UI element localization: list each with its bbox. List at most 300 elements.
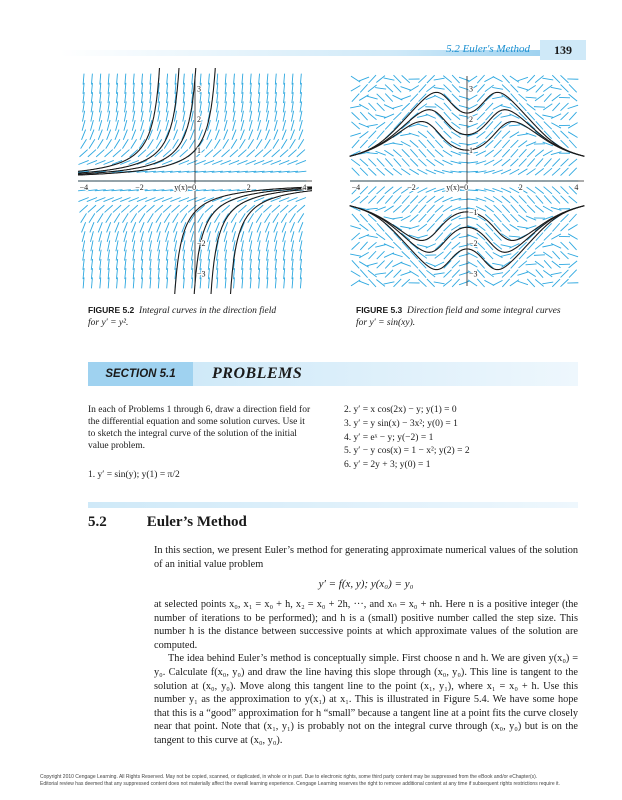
- slope-segment: [552, 103, 559, 111]
- slope-segment: [231, 213, 237, 222]
- slope-segment: [132, 231, 135, 242]
- slope-segment: [163, 205, 171, 212]
- slope-segment: [377, 223, 384, 231]
- slope-segment: [280, 205, 288, 212]
- slope-segment: [426, 196, 435, 203]
- slope-segment: [367, 124, 378, 126]
- slope-segment: [427, 75, 435, 83]
- slope-segment: [297, 205, 305, 212]
- problem-2: 2. y′ = x cos(2x) − y; y(1) = 0: [344, 405, 457, 415]
- slope-segment: [519, 205, 526, 213]
- slope-segment: [291, 240, 293, 251]
- slope-segment: [535, 205, 544, 212]
- slope-segment: [418, 75, 426, 83]
- slope-segment: [352, 112, 360, 120]
- slope-segment: [385, 85, 393, 93]
- slope-segment: [240, 130, 244, 140]
- slope-segment: [171, 205, 179, 212]
- slope-segment: [518, 215, 527, 222]
- slope-segment: [124, 240, 126, 251]
- slope-segment: [494, 131, 501, 139]
- slope-segment: [377, 168, 385, 175]
- slope-segment: [249, 120, 252, 131]
- slope-segment: [114, 139, 120, 148]
- slope-segment: [410, 242, 418, 249]
- slope-segment: [501, 106, 512, 109]
- slope-segment: [207, 130, 211, 140]
- slope-segment: [434, 282, 445, 284]
- slope-segment: [544, 233, 552, 241]
- slope-segment: [394, 158, 401, 166]
- page-number: 139: [540, 40, 586, 60]
- slope-segment: [519, 159, 527, 167]
- slope-segment: [401, 262, 411, 266]
- slope-segment: [561, 159, 569, 167]
- slope-segment: [493, 196, 502, 202]
- slope-segment: [81, 139, 87, 148]
- slope-segment: [394, 75, 402, 83]
- integral-curve: [78, 68, 196, 174]
- slope-segment: [459, 105, 470, 108]
- slope-segment: [385, 168, 393, 175]
- slope-segment: [492, 87, 503, 89]
- slope-segment: [544, 94, 551, 102]
- slope-segment: [518, 141, 527, 148]
- slope-segment: [131, 139, 137, 148]
- slope-segment: [375, 115, 386, 118]
- slope-segment: [427, 279, 435, 287]
- slope-segment: [477, 260, 484, 268]
- slope-segment: [434, 95, 444, 100]
- slope-segment: [418, 224, 427, 231]
- slope-segment: [435, 150, 443, 157]
- slope-segment: [140, 222, 144, 232]
- slope-segment: [569, 242, 576, 250]
- slope-segment: [191, 120, 194, 131]
- slope-segment: [266, 240, 268, 251]
- slope-segment: [561, 214, 569, 222]
- slope-segment: [410, 94, 418, 102]
- slope-segment: [105, 205, 113, 212]
- slope-segment: [493, 113, 502, 120]
- slope-segment: [274, 130, 278, 140]
- slope-segment: [493, 159, 502, 165]
- slope-segment: [290, 139, 296, 148]
- slope-segment: [477, 84, 484, 92]
- slope-segment: [426, 114, 436, 118]
- slope-segment: [510, 196, 518, 204]
- slope-segment: [477, 242, 485, 250]
- slope-segment: [360, 131, 369, 138]
- x-tick-neg4: −4: [351, 183, 361, 192]
- slope-segment: [368, 196, 376, 204]
- slope-segment: [501, 254, 512, 257]
- slope-segment: [265, 130, 269, 140]
- slope-segment: [360, 186, 368, 194]
- paragraph-euler-idea: The idea behind Euler’s method is conceptually simple. First choose n and h. We are given y(x₀) = y₀. Calculate f(x₀, y₀) and draw the line having this slope through (x₀, y₀). This line is tangent to the solution at (x₀, y₀). Move along this tangent line to the point (x₁, y₁), where x₁ = x₀ + h. Use this number y₁ as the approximation to y(x₁) at x₁. This is illustrated in Figure 5.4. We have some hope that this is a “good” approximation for h “small” because a tangent line at a point fits the curve closely near that point. Note that (x₁, y₁) is probably not on the integral curve through (x₀, y₀) but is on the tangent to this curve at (x₀, y₀).: [154, 653, 578, 746]
- slope-segment: [291, 231, 294, 242]
- slope-segment: [569, 168, 577, 176]
- slope-segment: [157, 130, 161, 140]
- slope-segment: [477, 112, 485, 120]
- slope-segment: [459, 124, 470, 126]
- slope-segment: [544, 122, 552, 130]
- slope-segment: [90, 231, 93, 242]
- slope-segment: [569, 140, 576, 148]
- slope-segment: [350, 133, 361, 136]
- slope-segment: [493, 104, 503, 109]
- slope-segment: [82, 120, 85, 131]
- x-tick-neg2: −2: [407, 183, 416, 192]
- slope-segment: [494, 149, 502, 156]
- slope-segment: [561, 251, 569, 259]
- slope-segment: [435, 121, 442, 129]
- slope-segment: [273, 213, 279, 222]
- slope-segment: [139, 213, 145, 222]
- slope-segment: [561, 186, 569, 194]
- slope-segment: [141, 231, 144, 242]
- slope-segment: [173, 213, 179, 222]
- slope-segment: [367, 208, 378, 209]
- slope-segment: [141, 240, 143, 251]
- slope-segment: [485, 261, 493, 268]
- slope-segment: [222, 205, 230, 212]
- slope-segment: [376, 76, 385, 83]
- slope-segment: [249, 130, 253, 140]
- slope-segment: [484, 280, 494, 285]
- slope-segment: [459, 115, 470, 117]
- slope-segment: [359, 77, 369, 81]
- slope-segment: [392, 143, 403, 145]
- slope-segment: [392, 217, 403, 219]
- slope-segment: [258, 231, 261, 242]
- slope-segment: [535, 279, 543, 286]
- slope-segment: [485, 103, 493, 111]
- slope-segment: [419, 214, 427, 222]
- x-tick-2: 2: [518, 183, 523, 192]
- slope-segment: [493, 253, 503, 258]
- slope-segment: [249, 222, 253, 232]
- slope-segment: [409, 271, 418, 277]
- slope-segment: [257, 130, 261, 140]
- slope-segment: [444, 251, 451, 259]
- slope-segment: [115, 130, 119, 140]
- slope-segment: [232, 222, 236, 232]
- slope-segment: [561, 140, 569, 148]
- slope-segment: [368, 113, 376, 120]
- slope-segment: [166, 240, 168, 251]
- slope-segment: [486, 242, 493, 250]
- problem-3: 3. y′ = y sin(x) − 3x²; y(0) = 1: [344, 418, 458, 429]
- slope-segment: [526, 226, 536, 230]
- slope-segment: [116, 240, 118, 251]
- slope-segment: [148, 213, 154, 222]
- slope-segment: [233, 111, 235, 122]
- slope-segment: [417, 235, 428, 238]
- slope-segment: [517, 272, 528, 275]
- slope-segment: [476, 161, 486, 164]
- slope-segment: [502, 205, 510, 213]
- slope-segment: [360, 140, 368, 148]
- slope-segment: [250, 240, 252, 251]
- slope-segment: [299, 130, 303, 140]
- slope-segment: [526, 97, 537, 98]
- slope-segment: [288, 205, 296, 212]
- slope-segment: [492, 263, 503, 265]
- slope-segment: [501, 245, 512, 247]
- slope-segment: [393, 150, 401, 157]
- slope-segment: [401, 96, 411, 100]
- integral-curve: [194, 188, 312, 294]
- slope-segment: [141, 120, 144, 131]
- slope-segment: [459, 77, 469, 81]
- slope-segment: [402, 279, 410, 286]
- slope-segment: [351, 76, 360, 82]
- slope-segment: [199, 130, 203, 140]
- slope-segment: [510, 224, 519, 230]
- y-tick-3: 3: [197, 84, 201, 94]
- slope-segment: [360, 224, 369, 231]
- slope-segment: [511, 270, 519, 278]
- slope-segment: [107, 222, 111, 232]
- slope-segment: [155, 205, 163, 212]
- slope-segment: [208, 240, 210, 251]
- slope-segment: [91, 240, 93, 251]
- slope-segment: [266, 120, 269, 131]
- y-tick-2: 2: [469, 115, 473, 125]
- slope-segment: [402, 75, 410, 82]
- y-tick-2: 2: [197, 115, 201, 125]
- slope-segment: [569, 196, 577, 203]
- slope-segment: [352, 242, 360, 250]
- slope-segment: [249, 231, 252, 242]
- slope-segment: [393, 242, 401, 250]
- slope-segment: [174, 111, 176, 122]
- slope-segment: [476, 198, 486, 201]
- slope-segment: [385, 260, 393, 268]
- slope-segment: [350, 254, 361, 256]
- slope-segment: [444, 121, 452, 129]
- slope-segment: [181, 213, 187, 222]
- slope-segment: [517, 134, 528, 136]
- slope-segment: [376, 233, 385, 239]
- slope-segment: [257, 222, 261, 232]
- slope-segment: [419, 205, 426, 213]
- slope-segment: [108, 240, 110, 251]
- slope-segment: [99, 120, 102, 131]
- slope-segment: [419, 84, 426, 92]
- slope-segment: [377, 196, 385, 204]
- slope-segment: [410, 205, 417, 213]
- slope-segment: [518, 169, 527, 175]
- slope-segment: [527, 187, 536, 193]
- y-tick-neg2: −2: [197, 238, 206, 248]
- slope-segment: [392, 105, 403, 108]
- slope-segment: [536, 121, 543, 129]
- slope-segment: [158, 240, 160, 251]
- slope-segment: [149, 240, 151, 251]
- slope-segment: [263, 205, 271, 212]
- slope-segment: [280, 150, 288, 157]
- slope-segment: [401, 169, 410, 175]
- slope-segment: [485, 214, 493, 221]
- slope-segment: [265, 139, 271, 148]
- slope-segment: [132, 222, 136, 232]
- slope-segment: [459, 245, 470, 247]
- slope-segment: [452, 75, 459, 83]
- slope-segment: [552, 168, 560, 175]
- x-tick-neg4: −4: [79, 183, 89, 192]
- figure-5-2-caption: FIGURE 5.2 Integral curves in the direction field for y′ = y².: [88, 305, 277, 328]
- slope-segment: [369, 75, 376, 83]
- slope-segment: [158, 111, 160, 122]
- axes: [78, 76, 312, 286]
- slope-segment: [393, 112, 401, 120]
- slope-segment: [297, 150, 305, 157]
- slope-segment: [526, 133, 536, 137]
- slope-segment: [375, 88, 386, 90]
- slope-segment: [468, 95, 478, 100]
- slope-segment: [409, 226, 419, 229]
- slope-segment: [510, 76, 519, 82]
- slope-segment: [98, 222, 102, 232]
- slope-segment: [569, 214, 576, 222]
- slope-segment: [451, 151, 461, 155]
- slope-segment: [258, 120, 261, 131]
- slope-segment: [88, 150, 96, 157]
- problem-5: 5. y′ − y cos(x) = 1 − x²; y(2) = 2: [344, 446, 470, 457]
- slope-segment: [502, 270, 510, 278]
- slope-segment: [258, 111, 260, 122]
- slope-segment: [544, 195, 551, 203]
- slope-segment: [536, 158, 543, 166]
- slope-segment: [392, 253, 403, 256]
- slope-segment: [417, 124, 428, 127]
- slope-segment: [360, 84, 367, 92]
- slope-segment: [509, 236, 520, 237]
- y-tick-neg3: −3: [197, 269, 206, 279]
- slope-segment: [543, 270, 552, 277]
- slope-segment: [376, 279, 385, 286]
- slope-segment: [543, 85, 552, 92]
- slope-segment: [116, 120, 119, 131]
- slope-segment: [375, 273, 386, 275]
- slope-segment: [369, 251, 377, 259]
- slope-segment: [534, 255, 545, 256]
- slope-segment: [434, 262, 444, 267]
- slope-segment: [519, 149, 526, 157]
- slope-segment: [281, 139, 287, 148]
- y-tick-3: 3: [469, 84, 473, 94]
- slope-segment: [298, 213, 304, 222]
- slope-segment: [511, 205, 518, 213]
- x-curve-label: y(x)=0: [446, 183, 469, 192]
- section-5-2-heading: 5.2 Euler’s Method: [88, 514, 247, 530]
- slope-segment: [494, 140, 501, 148]
- slope-segment: [88, 205, 96, 212]
- slope-segment: [368, 131, 376, 139]
- slope-segment: [350, 106, 361, 108]
- slope-segment: [377, 103, 385, 111]
- slope-segment: [552, 251, 559, 259]
- slope-segment: [238, 205, 246, 212]
- slope-segment: [183, 240, 185, 251]
- slope-segment: [224, 120, 227, 131]
- slope-segment: [360, 270, 367, 278]
- slope-segment: [394, 84, 402, 92]
- slope-segment: [232, 130, 236, 140]
- slope-segment: [359, 95, 368, 101]
- slope-segment: [266, 231, 269, 242]
- slope-segment: [106, 213, 112, 222]
- slope-segment: [90, 130, 94, 140]
- slope-segment: [534, 107, 545, 108]
- y-tick-neg3: −3: [469, 269, 478, 279]
- slope-segment: [91, 111, 93, 122]
- slope-segment: [568, 132, 577, 138]
- slope-segment: [205, 205, 213, 212]
- slope-segment: [352, 260, 359, 268]
- slope-segment: [443, 150, 452, 156]
- slope-segment: [402, 251, 410, 259]
- slope-segment: [444, 85, 452, 93]
- intro-paragraph: In this section, we present Euler’s method for generating approximate numerical values of the solution of an initial value problem: [154, 545, 578, 570]
- slope-segment: [272, 150, 280, 157]
- y-tick-1: 1: [469, 146, 473, 156]
- slope-segment: [241, 240, 243, 251]
- slope-segment: [351, 280, 360, 286]
- slope-segment: [536, 195, 543, 203]
- slope-segment: [485, 85, 494, 92]
- slope-segment: [96, 205, 104, 212]
- slope-segment: [519, 196, 527, 204]
- slope-segment: [241, 231, 244, 242]
- slope-segment: [283, 120, 286, 131]
- slope-segment: [230, 150, 238, 157]
- slope-segment: [526, 85, 535, 91]
- slope-segment: [410, 159, 418, 167]
- slope-segment: [288, 150, 296, 157]
- slope-segment: [542, 245, 553, 247]
- slope-segment: [535, 187, 544, 194]
- slope-segment: [400, 134, 411, 136]
- slope-segment: [526, 264, 537, 265]
- slope-segment: [82, 111, 84, 122]
- slope-segment: [272, 205, 280, 212]
- slope-segment: [352, 168, 360, 176]
- slope-segment: [552, 223, 559, 231]
- slope-segment: [207, 231, 210, 242]
- slope-segment: [123, 222, 127, 232]
- slope-segment: [149, 111, 151, 122]
- slope-segment: [477, 75, 484, 83]
- slope-segment: [569, 159, 577, 166]
- slope-segment: [427, 214, 434, 222]
- slope-segment: [502, 75, 509, 83]
- slope-segment: [410, 140, 418, 147]
- slope-segment: [443, 76, 452, 83]
- x-tick-neg2: −2: [135, 183, 144, 192]
- slope-segment: [291, 120, 294, 131]
- slope-segment: [426, 270, 435, 277]
- slope-segment: [510, 132, 519, 138]
- slope-segment: [444, 112, 451, 120]
- slope-segment: [191, 231, 194, 242]
- slope-segment: [290, 213, 296, 222]
- slope-segment: [222, 150, 230, 157]
- y-tick-neg2: −2: [469, 238, 478, 248]
- slope-segment: [527, 75, 535, 83]
